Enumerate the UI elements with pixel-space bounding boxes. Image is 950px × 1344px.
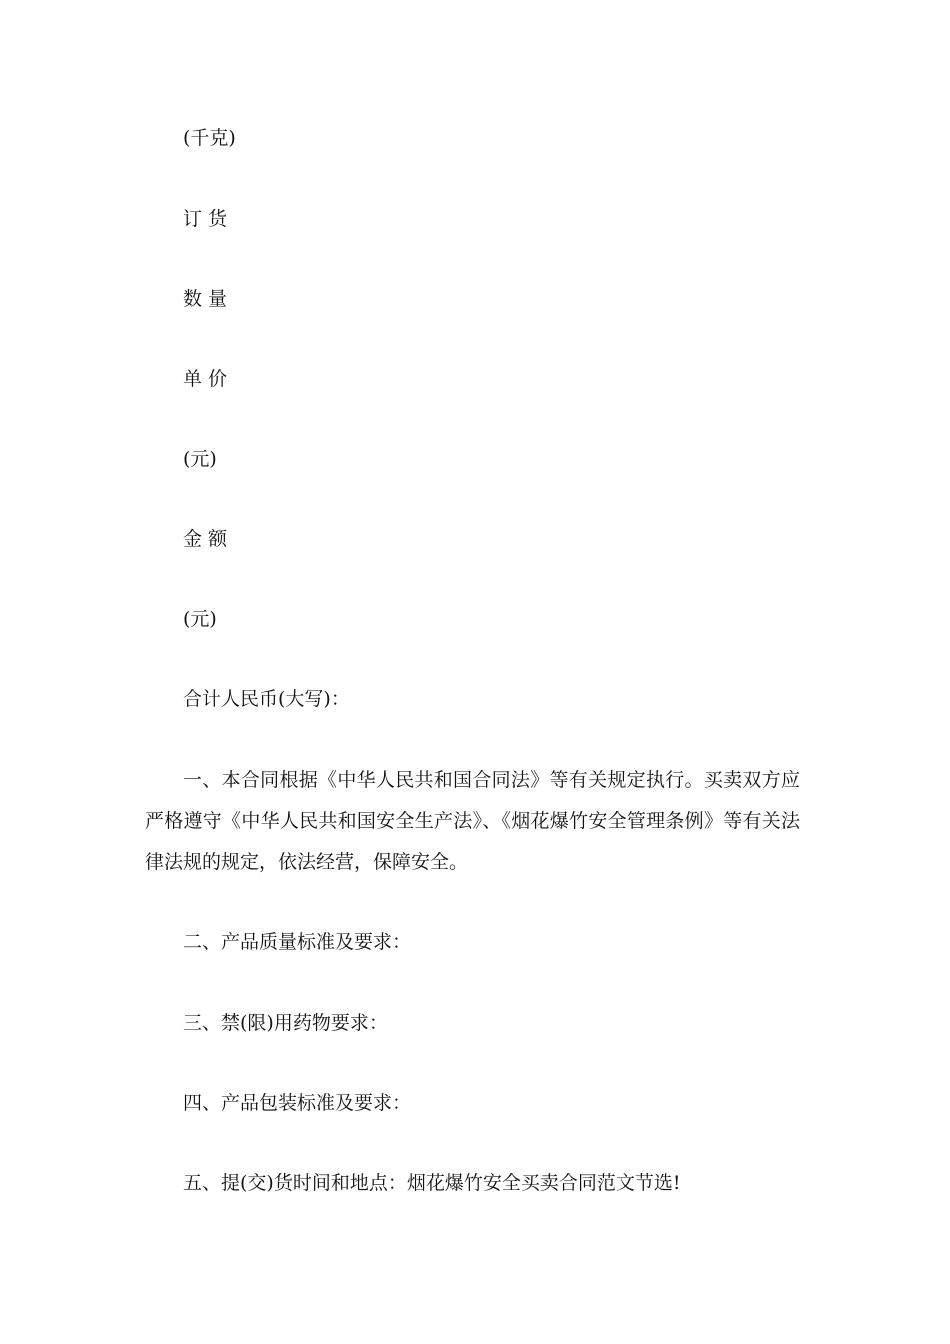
unit-yuan-label: (元) (183, 448, 217, 470)
clause-2-heading: 二、产品质量标准及要求： (183, 931, 412, 953)
clause-1-paragraph: 一、本合同根据《中华人民共和国合同法》等有关规定执行。买卖双方应严格遵守《中华人民共和国安全生产法》、《烟花爆竹安全管理条例》等有关法律法规的规定，依法经营，保障安全。 (145, 769, 800, 873)
clause-4-heading: 四、产品包装标准及要求： (183, 1092, 412, 1114)
unit-kilogram-label: (千克) (183, 127, 236, 149)
unit-yuan-label-2: (元) (183, 608, 217, 630)
unit-price-label: 单 价 (183, 368, 228, 390)
quantity-label: 数 量 (183, 288, 228, 310)
total-rmb-label: 合计人民币(大写)： (183, 688, 350, 710)
amount-label: 金 额 (183, 528, 228, 550)
order-label: 订 货 (183, 208, 228, 230)
clause-5-heading: 五、提(交)货时间和地点：烟花爆竹安全买卖合同范文节选! (183, 1172, 681, 1194)
clause-3-heading: 三、禁(限)用药物要求： (183, 1012, 388, 1034)
